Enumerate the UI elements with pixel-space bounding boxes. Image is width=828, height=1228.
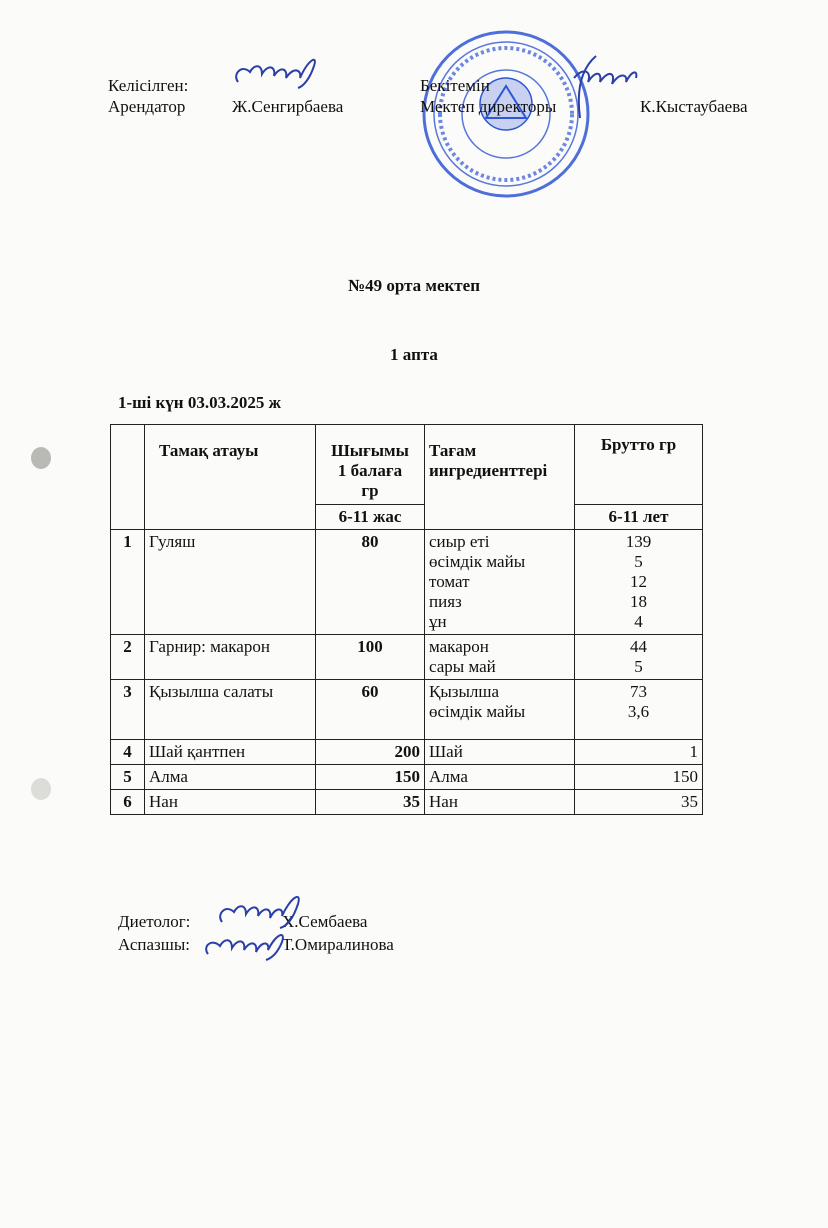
signature-icon	[200, 926, 296, 966]
row-gross: 139 5 12 18 4	[575, 530, 703, 635]
signature-icon	[556, 48, 642, 128]
header-gross: Брутто гр	[575, 425, 703, 505]
row-number: 1	[111, 530, 145, 635]
row-portion: 100	[316, 635, 425, 680]
row-portion: 80	[316, 530, 425, 635]
header-age-gross: 6-11 лет	[575, 505, 703, 530]
approved-role: Мектеп директоры	[420, 97, 557, 116]
row-gross: 44 5	[575, 635, 703, 680]
dietitian-name: Х.Сембаева	[282, 912, 368, 931]
approved-name: К.Кыстаубаева	[640, 97, 748, 116]
row-number: 4	[111, 740, 145, 765]
header-portion: Шығымы 1 балаға гр	[316, 425, 425, 505]
header-ingredients: Тағам ингредиенттері	[425, 425, 575, 530]
row-ingredients: Алма	[425, 765, 575, 790]
school-title: №49 орта мектеп	[348, 276, 480, 295]
agreed-role: Арендатор	[108, 97, 186, 116]
row-dish: Қызылша салаты	[145, 680, 316, 740]
row-gross: 150	[575, 765, 703, 790]
menu-table	[110, 424, 703, 815]
punch-hole	[31, 447, 51, 469]
row-portion: 200	[316, 740, 425, 765]
table-row	[111, 740, 703, 765]
row-ingredients: Нан	[425, 790, 575, 815]
agreed-label: Келісілген:	[108, 76, 189, 95]
row-gross: 1	[575, 740, 703, 765]
table-row	[111, 765, 703, 790]
row-ingredients: сиыр еті өсімдік майы томат пияз ұн	[425, 530, 575, 635]
table-row	[111, 530, 703, 635]
signature-icon	[228, 50, 328, 94]
agreed-name: Ж.Сенгирбаева	[232, 97, 344, 116]
row-gross: 73 3,6	[575, 680, 703, 740]
row-portion: 150	[316, 765, 425, 790]
table-row	[111, 790, 703, 815]
header-cell	[111, 425, 145, 530]
table-row	[111, 635, 703, 680]
row-portion: 60	[316, 680, 425, 740]
cook-label: Аспазшы:	[118, 935, 190, 954]
header-dish-name: Тамақ атауы	[145, 425, 316, 530]
row-number: 5	[111, 765, 145, 790]
approved-label: Бекітемін	[420, 76, 490, 95]
table-header-row	[111, 425, 703, 505]
row-ingredients: Шай	[425, 740, 575, 765]
row-portion: 35	[316, 790, 425, 815]
row-gross: 35	[575, 790, 703, 815]
row-number: 6	[111, 790, 145, 815]
row-dish: Алма	[145, 765, 316, 790]
row-number: 3	[111, 680, 145, 740]
dietitian-label: Диетолог:	[118, 912, 191, 931]
row-dish: Гуляш	[145, 530, 316, 635]
row-number: 2	[111, 635, 145, 680]
row-ingredients: Қызылша өсімдік майы	[425, 680, 575, 740]
table-row	[111, 680, 703, 740]
header-age-portion: 6-11 жас	[316, 505, 425, 530]
row-dish: Шай қантпен	[145, 740, 316, 765]
cook-name: Т.Омиралинова	[282, 935, 394, 954]
row-dish: Гарнир: макарон	[145, 635, 316, 680]
row-ingredients: макарон сары май	[425, 635, 575, 680]
week-title: 1 апта	[390, 345, 438, 364]
row-dish: Нан	[145, 790, 316, 815]
punch-hole	[31, 778, 51, 800]
day-date: 1-ші күн 03.03.2025 ж	[118, 393, 281, 412]
